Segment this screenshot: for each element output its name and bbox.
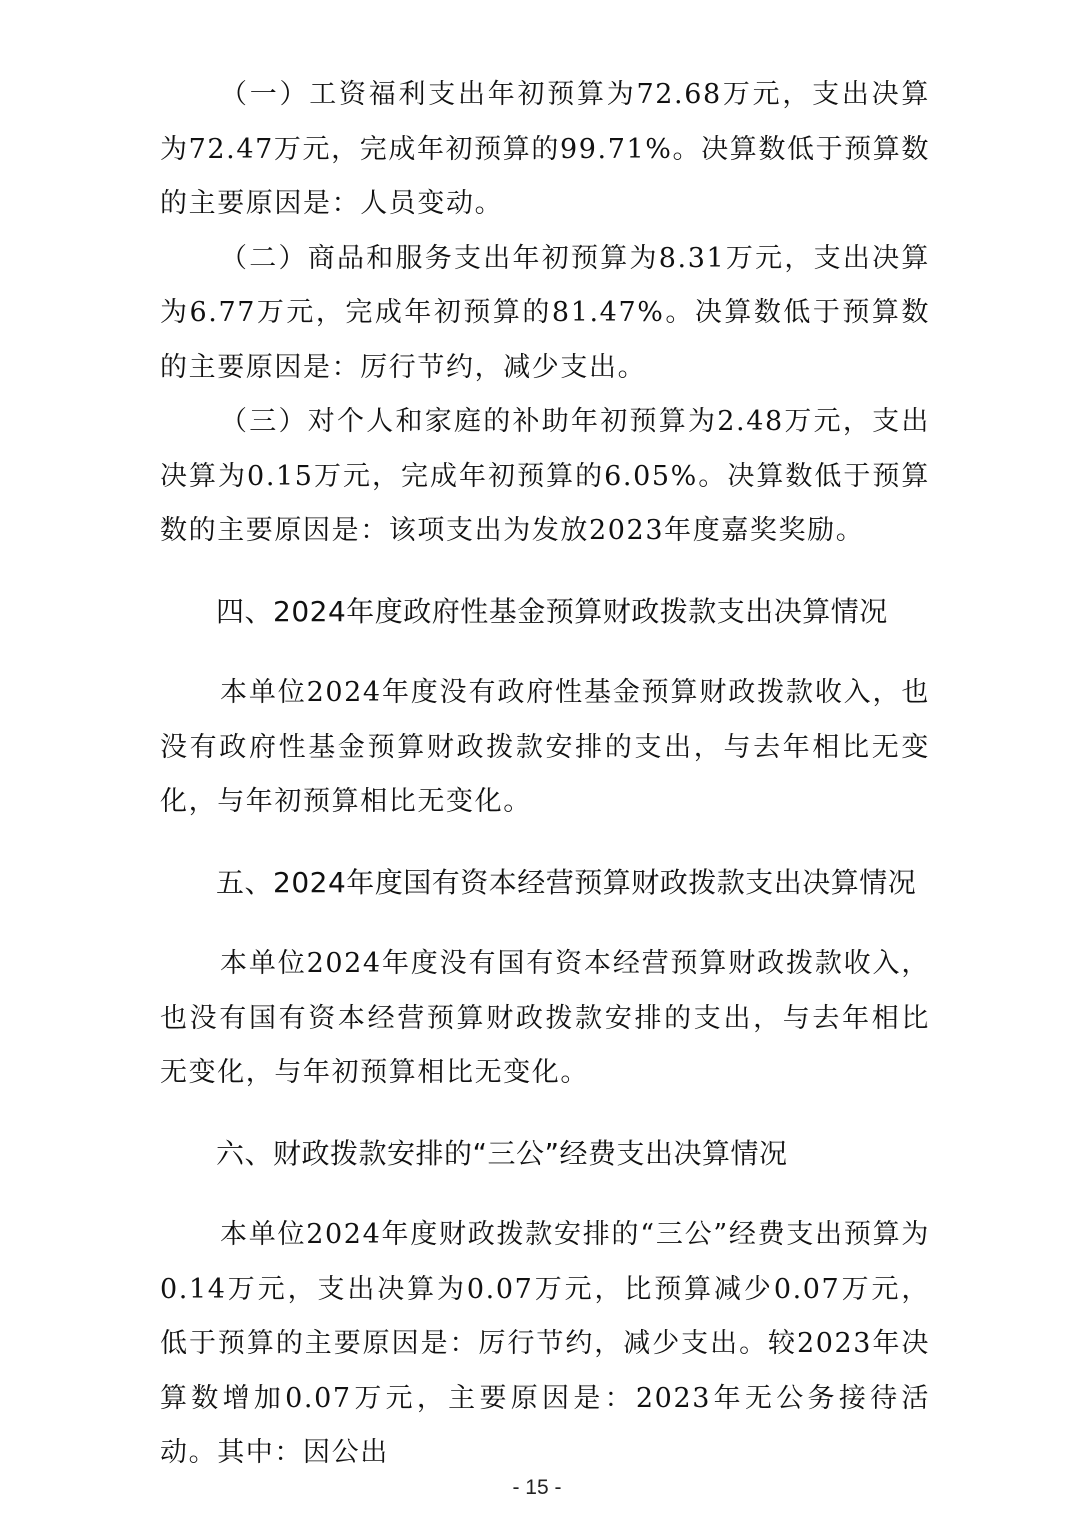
paragraph-government-fund: 本单位2024年度没有政府性基金预算财政拨款收入，也没有政府性基金预算财政拨款安排的支出，与去年相比无变化，与年初预算相比无变化。 [160, 677, 930, 817]
section-heading-6: 六、财政拨款安排的“三公”经费支出决算情况 [216, 1136, 788, 1170]
section-heading-5: 五、2024年度国有资本经营预算财政拨款支出决算情况 [216, 865, 917, 899]
paragraph-wage-welfare: （一）工资福利支出年初预算为72.68万元，支出决算为72.47万元，完成年初预算的99.71%。决算数低于预算数的主要原因是：人员变动。 [160, 79, 930, 219]
paragraph-goods-services: （二）商品和服务支出年初预算为8.31万元，支出决算为6.77万元，完成年初预算的81.47%。决算数低于预算数的主要原因是：厉行节约，减少支出。 [160, 242, 930, 383]
page-content [160, 68, 930, 1481]
paragraph-subsidies: （三）对个人和家庭的补助年初预算为2.48万元，支出决算为0.15万元，完成年初预算的6.05%。决算数低于预算数的主要原因是：该项支出为发放2023年度嘉奖奖励。 [160, 406, 930, 546]
paragraph-three-public: 本单位2024年度财政拨款安排的“三公”经费支出预算为0.14万元，支出决算为0.07万元，比预算减少0.07万元，低于预算的主要原因是：厉行节约，减少支出。较2023年决算数增加0.07万元，主要原因是：2023年无公务接待活动。其中：因公出 [160, 1219, 930, 1468]
paragraph-state-capital: 本单位2024年度没有国有资本经营预算财政拨款收入，也没有国有资本经营预算财政拨款安排的支出，与去年相比无变化，与年初预算相比无变化。 [160, 948, 930, 1088]
section-heading-4: 四、2024年度政府性基金预算财政拨款支出决算情况 [216, 594, 888, 628]
page-number: - 15 - [512, 1476, 562, 1499]
